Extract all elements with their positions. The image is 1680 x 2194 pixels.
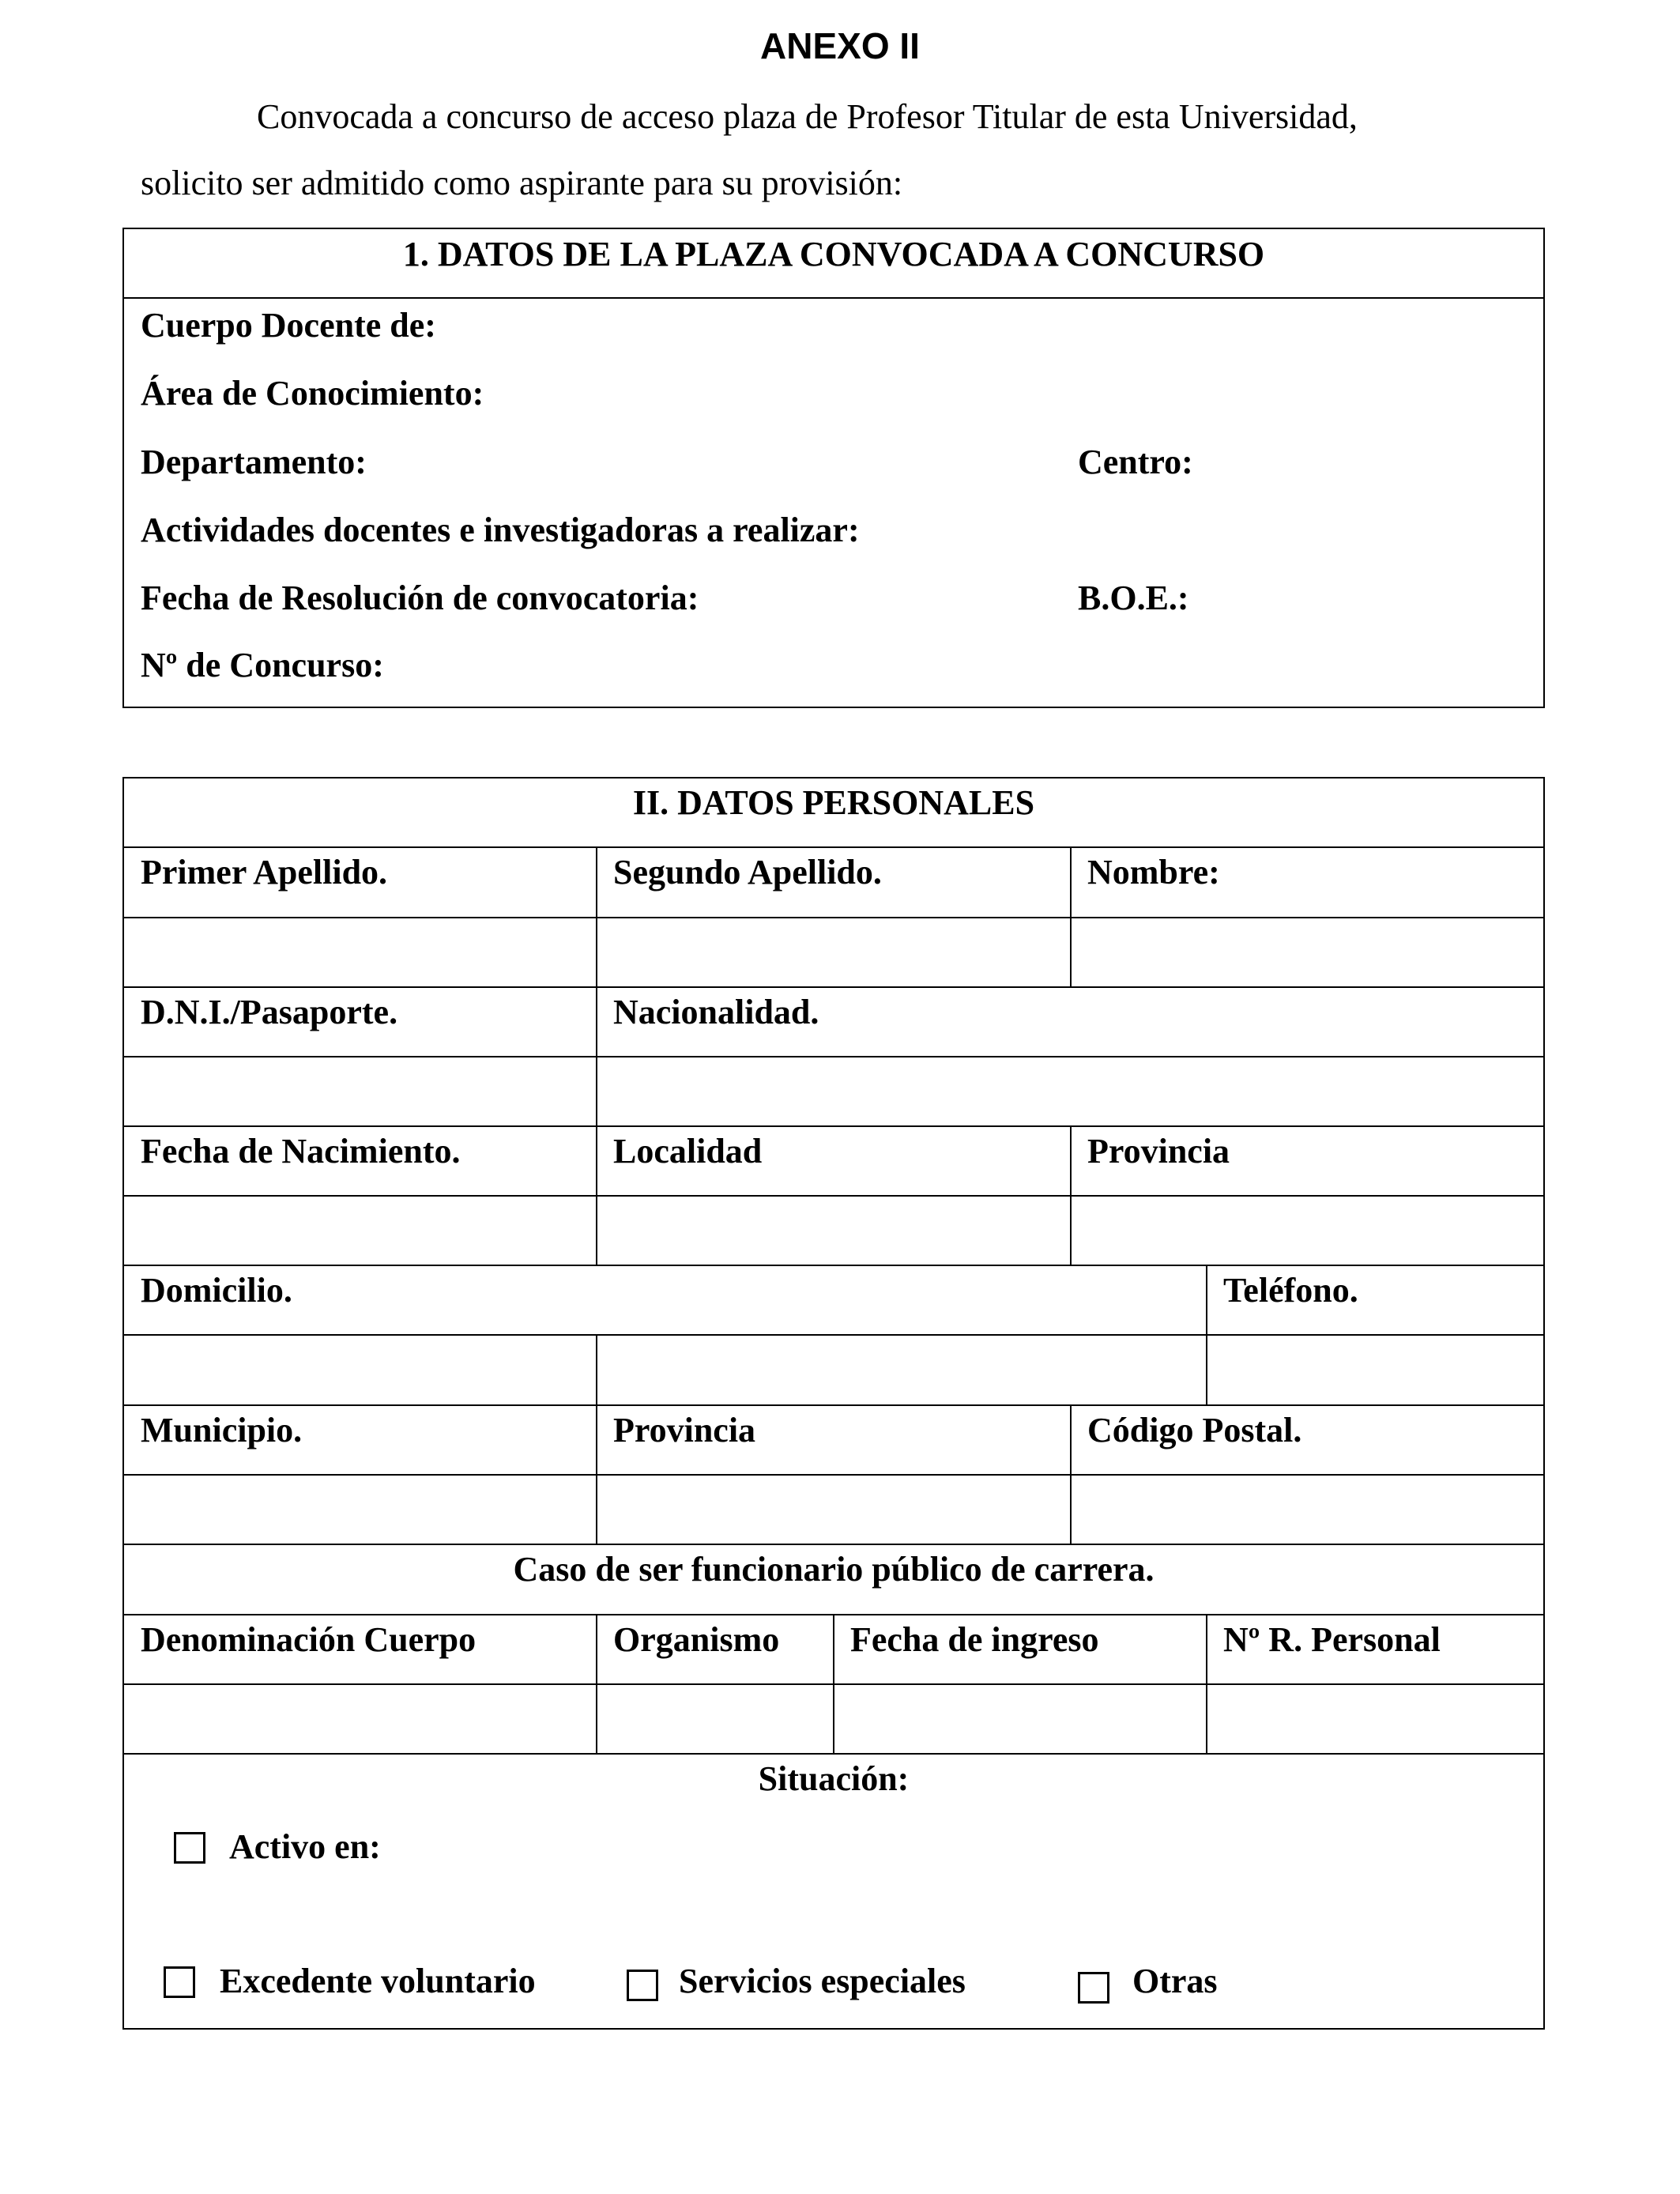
col-divider [596, 1125, 597, 1265]
denominacion-cuerpo-label: Denominación Cuerpo [141, 1620, 477, 1659]
col-divider [833, 1614, 834, 1753]
row-divider [122, 1544, 1545, 1545]
segundo-apellido-label: Segundo Apellido. [613, 853, 882, 892]
fecha-ingreso-label: Fecha de ingreso [850, 1620, 1099, 1659]
row-divider [122, 986, 1545, 988]
otras-label: Otras [1132, 1962, 1218, 2000]
col-divider [596, 1404, 597, 1544]
row-divider [122, 1056, 1545, 1057]
col-divider [1206, 1614, 1207, 1753]
servicios-especiales-label: Servicios especiales [679, 1962, 966, 2000]
row-divider [122, 1195, 1545, 1197]
provincia-label: Provincia [1087, 1132, 1230, 1171]
excedente-label: Excedente voluntario [220, 1962, 536, 2000]
section-personales-heading: II. DATOS PERSONALES [632, 783, 1035, 822]
nacionalidad-label: Nacionalidad. [613, 993, 819, 1031]
situacion-heading: Situación: [758, 1759, 910, 1798]
row-divider [122, 1474, 1545, 1476]
fecha-nacimiento-label: Fecha de Nacimiento. [141, 1132, 461, 1171]
organismo-label: Organismo [613, 1620, 780, 1659]
intro-line-2: solicito ser admitido como aspirante para su provisión: [141, 164, 903, 202]
otras-checkbox[interactable] [1078, 1972, 1109, 2004]
col-divider [1070, 1125, 1072, 1265]
section-plaza-heading: 1. DATOS DE LA PLAZA CONVOCADA A CONCURSO [402, 235, 1265, 273]
col-divider [596, 846, 597, 986]
num-registro-personal-label: Nº R. Personal [1223, 1620, 1441, 1659]
area-conocimiento-label: Área de Conocimiento: [141, 374, 484, 413]
col-divider [596, 1334, 597, 1404]
actividades-label: Actividades docentes e investigadoras a realizar: [141, 511, 860, 549]
row-divider [122, 1404, 1545, 1406]
col-divider [1070, 1404, 1072, 1544]
boe-label: B.O.E.: [1078, 579, 1189, 617]
col-divider [596, 986, 597, 1125]
primer-apellido-label: Primer Apellido. [141, 853, 388, 892]
row-divider [122, 846, 1545, 848]
provincia-domicilio-label: Provincia [613, 1411, 756, 1449]
col-divider [596, 1614, 597, 1753]
fecha-resolucion-label: Fecha de Resolución de convocatoria: [141, 579, 699, 617]
cuerpo-docente-label: Cuerpo Docente de: [141, 306, 436, 345]
servicios-especiales-checkbox[interactable] [627, 1970, 658, 2001]
nombre-label: Nombre: [1087, 853, 1220, 892]
domicilio-label: Domicilio. [141, 1271, 292, 1310]
num-concurso-label: Nº de Concurso: [141, 646, 384, 684]
row-divider [122, 1265, 1545, 1266]
row-divider [122, 1125, 1545, 1127]
page-title: ANEXO II [760, 25, 920, 66]
col-divider [1070, 846, 1072, 986]
activo-label: Activo en: [229, 1827, 381, 1866]
row-divider [122, 917, 1545, 918]
row-divider [122, 1334, 1545, 1336]
departamento-label: Departamento: [141, 443, 367, 481]
dni-label: D.N.I./Pasaporte. [141, 993, 398, 1031]
activo-checkbox[interactable] [174, 1832, 205, 1864]
funcionario-heading: Caso de ser funcionario público de carrera. [513, 1550, 1155, 1589]
codigo-postal-label: Código Postal. [1087, 1411, 1302, 1449]
row-divider [122, 1753, 1545, 1755]
localidad-label: Localidad [613, 1132, 763, 1171]
centro-label: Centro: [1078, 443, 1193, 481]
section-plaza-divider [122, 297, 1545, 299]
intro-line-1: Convocada a concurso de acceso plaza de Profesor Titular de esta Universidad, [257, 97, 1358, 136]
excedente-checkbox[interactable] [164, 1966, 195, 1998]
telefono-label: Teléfono. [1223, 1271, 1358, 1310]
municipio-label: Municipio. [141, 1411, 303, 1449]
col-divider [1206, 1265, 1207, 1404]
